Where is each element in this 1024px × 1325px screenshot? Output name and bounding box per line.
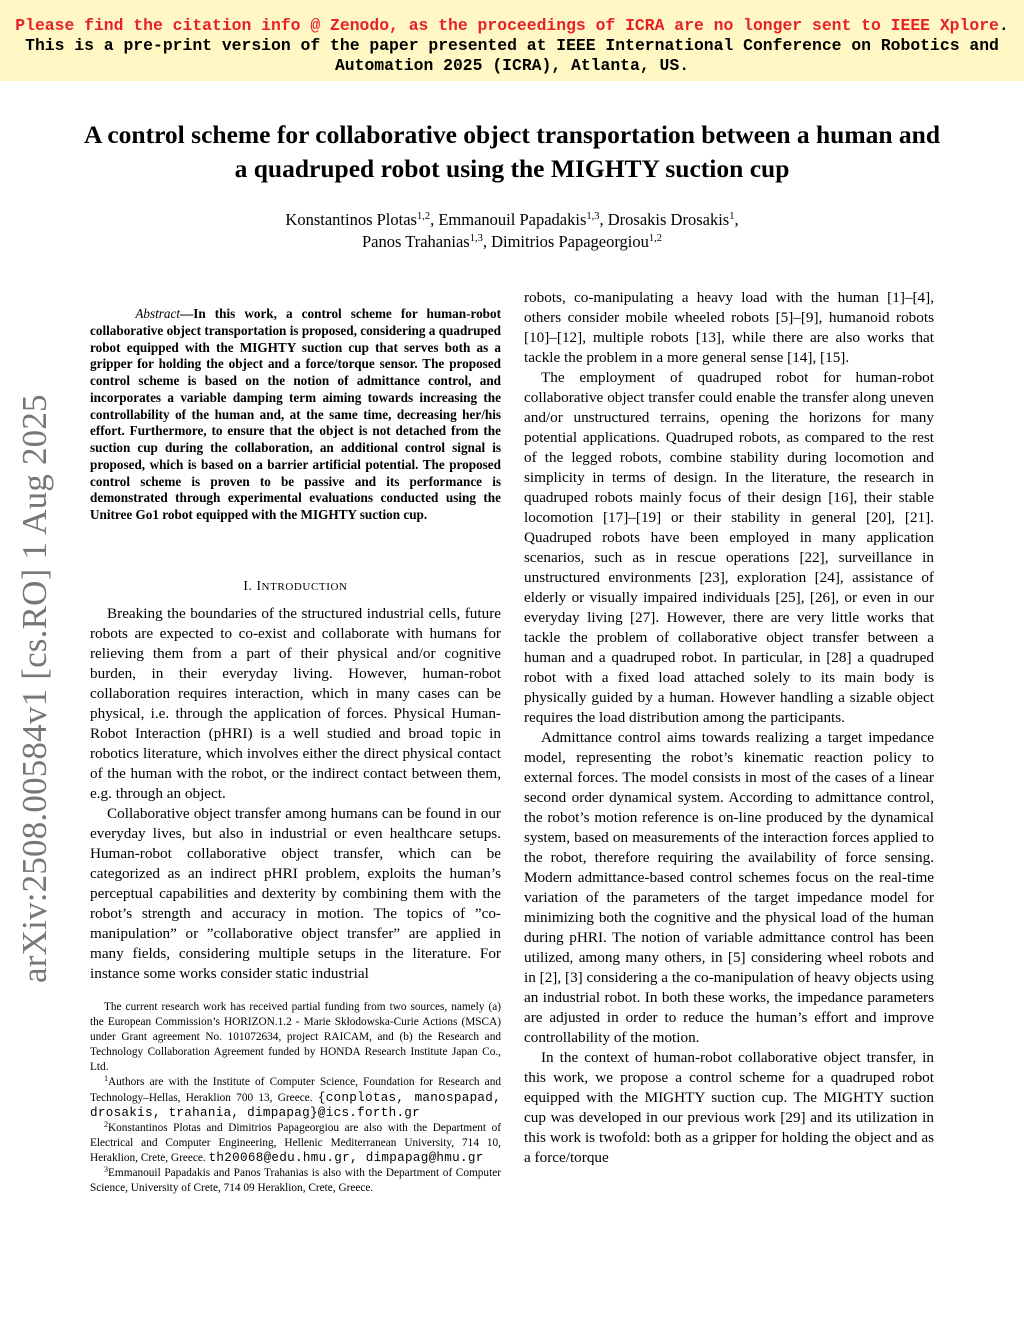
paragraph: robots, co-manipulating a heavy load with the human [1]–[4], others consider mobile wheeled robots [5]–[9], humanoid robots [10]–[12], multiple robots [13], while there are also works that tackle the problem in a more general sense [14], [15]. [524, 289, 934, 366]
author-affiliation: 1,3 [469, 233, 483, 244]
author-affiliation: 1,2 [416, 211, 431, 222]
footnote-text: Emmanouil Papadakis and Panos Trahanias is also with the Department of Computer Science, University of Crete, 714 09 Heraklion, Crete, Greece. [90, 1167, 501, 1195]
author-name: Emmanouil Papadakis [438, 210, 587, 229]
paragraph: Collaborative object transfer among humans can be found in our everyday lives, but also in industrial or even healthcare setups. Human-robot collaborative object transfer, which can be categorized as an indirect pHRI problem, exploits the human’s perceptual capabilities and dexterity by combining them with the robot’s strength and accuracy in motion. The topics of ”co-manipulation” or ”collaborative object transfer” are applied in many fields, considering multiple setups in the literature. For instance some works consider static industrial [90, 805, 501, 982]
right-column [524, 288, 934, 1168]
author-name: Dimitrios Papageorgiou [491, 232, 649, 251]
footnote-1 [90, 1075, 501, 1120]
author-separator: , [430, 210, 439, 229]
footnote-2 [90, 1121, 501, 1166]
author-affiliation: 1,2 [648, 233, 663, 244]
author-name: Panos Trahanias [361, 232, 470, 251]
section-heading-introduction [90, 577, 501, 596]
abstract-label: Abstract [135, 306, 181, 321]
paragraph: Breaking the boundaries of the structured industrial cells, future robots are expected to co-exist and collaborate with humans for relieving them from a part of their physical and/or cognitive burden, in their everyday living. However, human-robot collaboration requires interaction, which in many cases can be physical, i.e. through the application of forces. Physical Human-Robot Interaction (pHRI) is a well studied and broad topic in robotics literature, which involves either the direct physical contact of the human with the robot, or the indirect contact between them, e.g. through an object. [90, 605, 501, 802]
abstract-text: In this work, a control scheme for human-robot collaborative object transportation is proposed, considering a quadruped robot equipped with the MIGHTY suction cup that serves both as a gripper for holding the object and a force/torque sensor. The proposed control scheme is based on the notion of admittance control, and incorporates a variable damping term aiming towards increasing the controllability of the human and, at the same time, decreasing her/his effort. Furthermore, to ensure that the object is not detached from the suction cup during the collaboration, an additional control signal is proposed, which is based on a barrier artificial potential. The proposed control scheme is proven to be passive and its performance is demonstrated through experimental evaluations conducted using the Unitree Go1 robot equipped with the MIGHTY suction cup. [90, 306, 502, 522]
introduction-left-column [90, 604, 501, 984]
citation-banner [0, 0, 1024, 81]
paper-title: A control scheme for collaborative object transportation between a human and a quadruped robot using the MIGHTY suction cup [83, 120, 941, 183]
email-list[interactable]: {conplotas, manospapad, drosakis, trahania, dimpapag}@ics.forth.gr [90, 1090, 501, 1120]
funding-footnote: The current research work has received partial funding from two sources, namely (a) the European Commission’s HORIZON.1.2 - Marie Skłodowska-Curie Actions (MSCA) under Grant agreement No. 101072634, project RAICAM, and (b) the Research and Technology Collaboration Agreement funded by HONDA Research Institute Japan Co., Ltd. [90, 1001, 501, 1074]
footnote-text: Konstantinos Plotas and Dimitrios Papageorgiou are also with the Department of Electrical and Computer Engineering, Hellenic Mediterranean University, 714 10, Heraklion, Crete, Greece. [90, 1121, 501, 1164]
author-separator: , [734, 210, 739, 229]
preprint-notice: . This is a pre-print version of the paper presented at IEEE International Conference on Robotics and Automation 2025 (ICRA), Atlanta, US. [25, 16, 1009, 75]
paragraph: The employment of quadruped robot for human-robot collaborative object transfer could enable the transfer along uneven and/or unstructured terrains, opening the horizons for many potential applications. Quadruped robots, as compared to the rest of the legged robots, combine stability during locomotion and simplicity in terms of design. In the literature, the research in quadruped robots mainly focus of their design [16], their stable locomotion [17]–[19] or their stability in general [20], [21]. Quadruped robots have been employed in many application scenarios, such as in rescue operations [22], surveillance in unstructured environments [23], exploration [24], assistance of elderly or visually impaired individuals [25], [26], or even in our everyday living [27]. However, there are very little works that tackle the problem of collaborative object transfer between a human and a quadruped robot. In particular, in [28] a quadruped robot with a fixed load attached solely to its main body is physically guided by a human. However handling a sizable object requires the load distribution among the participants. [524, 369, 934, 726]
author-name: Drosakis Drosakis [607, 210, 730, 229]
author-separator: , [599, 210, 608, 229]
paragraph: Admittance control aims towards realizing a target impedance model, representing the robot’s kinematic reaction policy to external forces. The model consists in most of the cases of a linear second order dynamical system. According to admittance control, the robot’s motion reference is on-line produced by the dynamical system, based on measurements of the interaction forces applied to the robot, therefore requiring the availability of force sensing. Modern admittance-based control schemes focus on the real-time variation of the parameters of the target impedance model for minimizing both the cognitive and the physical load of the human during pHRI. The notion of variable admittance control has been utilized, among many others, in [5] considering wheel robots and in [2], [3] considering a the co-manipulation of heavy objects using an industrial robot. In both these works, the impedance parameters are adjusted in order to reduce the human’s effort and improve controllability of the motion. [524, 729, 934, 1046]
footnote-3 [90, 1166, 501, 1196]
paragraph: In the context of human-robot collaborative object transfer, in this work, we propose a control scheme for a quadruped robot equipped with the MIGHTY suction cup. The MIGHTY suction cup was developed in our previous work [29] and its utilization in this work is twofold: both as a gripper for holding the object and as a force/torque [524, 1049, 934, 1166]
section-title: NTRODUCTION [261, 581, 348, 593]
abstract-dash: — [180, 306, 194, 321]
email-list[interactable]: th20068@edu.hmu.gr, dimpapag@hmu.gr [208, 1150, 484, 1165]
author-name: Konstantinos Plotas [285, 210, 417, 229]
footnote-text: Authors are with the Institute of Computer Science, Foundation for Research and Technology–Hellas, Heraklion 700 13, Greece. [90, 1076, 501, 1104]
footnotes [90, 1000, 501, 1196]
section-initial: I [256, 578, 262, 593]
footnote-mark: 2 [104, 1119, 108, 1129]
author-separator: , [482, 232, 492, 251]
author-list [100, 209, 924, 253]
section-number: I. [243, 578, 257, 593]
citation-notice[interactable]: Please find the citation info @ Zenodo, as the proceedings of ICRA are no longer sent to IEEE Xplore [15, 16, 999, 35]
abstract [90, 306, 501, 524]
author-affiliation: 1,3 [586, 211, 600, 222]
author-affiliation: 1 [729, 211, 735, 222]
arxiv-identifier[interactable]: arXiv:2508.00584v1 [cs.RO] 1 Aug 2025 [15, 394, 54, 983]
footnote-mark: 1 [104, 1074, 108, 1084]
footnote-mark: 3 [104, 1165, 108, 1175]
